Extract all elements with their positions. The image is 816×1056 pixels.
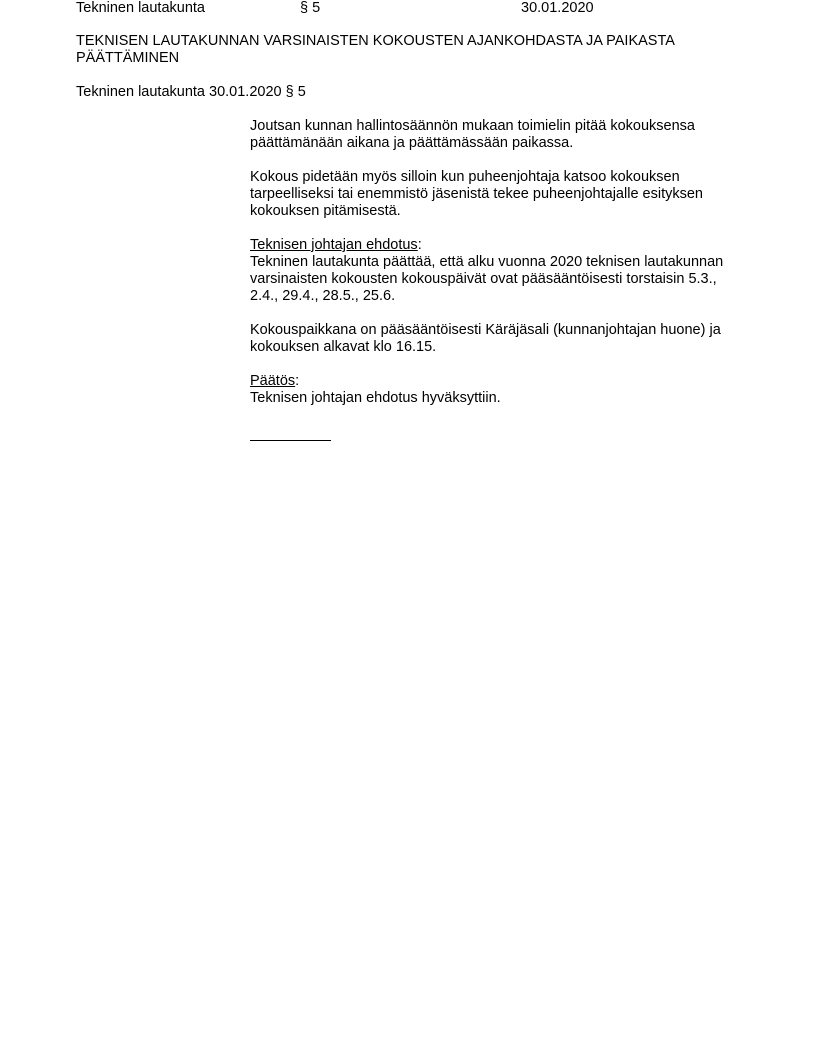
section-number: § 5	[300, 0, 321, 16]
proposal-block	[250, 237, 745, 305]
decision-text: Teknisen johtajan ehdotus hyväksyttiin.	[250, 390, 501, 406]
paragraph-meeting-place: Kokouspaikkana on pääsääntöisesti Käräjäsali (kunnanjohtajan huone) ja kokouksen alkavat klo 16.15.	[250, 322, 721, 355]
document-header	[76, 0, 776, 17]
paragraph-extra-meetings: Kokous pidetään myös silloin kun puheenjohtaja katsoo kokouksen tarpeelliseksi tai enemmistö jäsenistä tekee puheenjohtajalle esityksen kokouksen pitämisestä.	[250, 169, 703, 219]
document-body	[250, 118, 745, 441]
decision-colon: :	[295, 373, 300, 389]
proposal-label: Teknisen johtajan ehdotus	[250, 237, 418, 253]
proposal-colon: :	[417, 237, 422, 253]
proposal-text: Tekninen lautakunta päättää, että alku vuonna 2020 teknisen lautakunnan varsinaisten kokousten kokouspäivät ovat pääsääntöisesti torstaisin 5.3., 2.4., 29.4., 28.5., 25.6.	[250, 254, 724, 304]
decision-block	[250, 373, 745, 407]
meeting-date: 30.01.2020	[521, 0, 594, 16]
reference-line: Tekninen lautakunta 30.01.2020 § 5	[76, 84, 306, 100]
document-title: TEKNISEN LAUTAKUNNAN VARSINAISTEN KOKOUSTEN AJANKOHDASTA JA PAIKASTA PÄÄTTÄMINEN	[76, 33, 675, 66]
signature-line	[250, 424, 331, 441]
board-name: Tekninen lautakunta	[76, 0, 205, 16]
paragraph-regulation: Joutsan kunnan hallintosäännön mukaan toimielin pitää kokouksensa päättämänään aikana ja päättämässään paikassa.	[250, 118, 695, 151]
decision-label: Päätös	[250, 373, 296, 389]
